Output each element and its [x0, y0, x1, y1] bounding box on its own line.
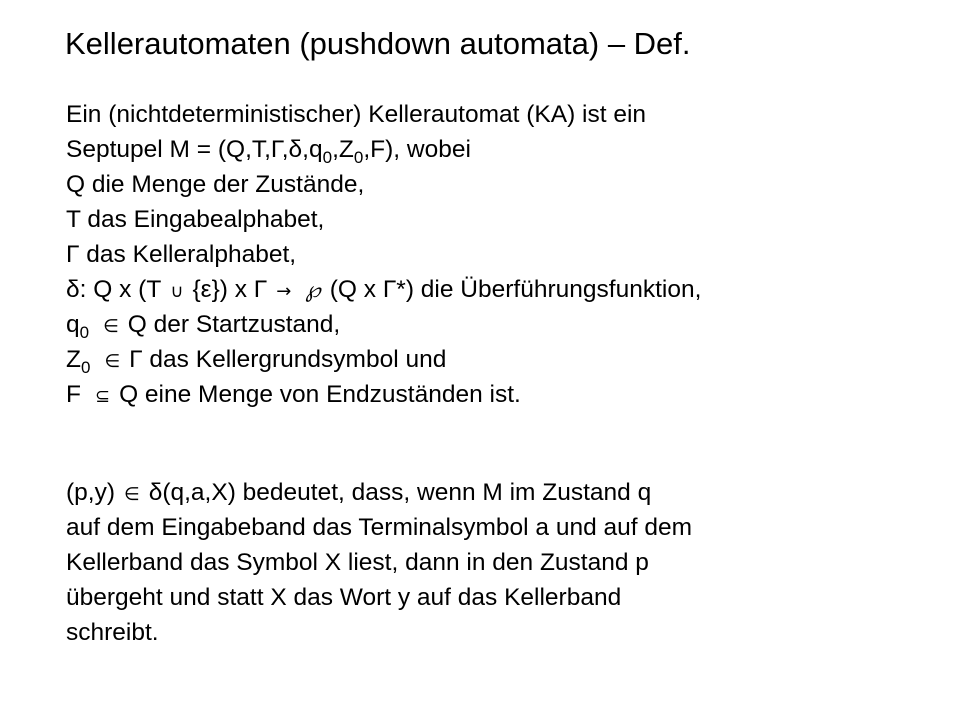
explanation-line-5: schreibt. — [66, 619, 159, 646]
start-state-subscript: 0 — [79, 323, 90, 342]
q0-subscript: 0 — [322, 148, 333, 167]
transition-domain: δ: Q x (T — [66, 276, 162, 303]
definition-line-5: Γ das Kelleralphabet, — [66, 241, 297, 268]
definition-line-4: T das Eingabealphabet, — [66, 206, 325, 233]
z0-subscript: 0 — [353, 148, 364, 167]
powerset-symbol: ℘ — [305, 278, 321, 303]
septupel-prefix: Septupel M = (Q,T,Γ,δ,q — [66, 136, 323, 163]
arrow-symbol: → — [276, 281, 292, 302]
explanation-line-4: übergeht und statt X das Wort y auf das Kellerband — [66, 584, 622, 611]
pair-text: (p,y) — [66, 479, 115, 506]
definition-line-2 — [66, 132, 701, 167]
subset-symbol: ⊆ — [94, 386, 111, 407]
explanation-text: δ(q,a,X) bedeutet, dass, wenn M im Zustand q — [148, 479, 652, 506]
explanation-block — [66, 475, 692, 650]
start-state-text: Q der Startzustand, — [127, 311, 341, 338]
stack-symbol-var: Z — [66, 346, 81, 373]
stack-symbol-text: Γ das Kellergrundsymbol und — [129, 346, 447, 373]
definition-line-8 — [66, 342, 701, 377]
stack-symbol-subscript: 0 — [80, 358, 91, 377]
explanation-line-1 — [66, 475, 692, 510]
definition-line-7 — [66, 307, 701, 342]
transition-codomain: (Q x Γ*) die Überführungsfunktion, — [329, 276, 702, 303]
definition-line-9 — [66, 377, 701, 412]
septupel-mid: ,Z — [332, 136, 354, 163]
union-symbol: ∪ — [170, 281, 184, 302]
definition-line-1: Ein (nichtdeterministischer) Kellerautomat (KA) ist ein — [66, 101, 647, 128]
transition-epsilon: {ε}) x Γ — [192, 276, 268, 303]
slide-title: Kellerautomaten (pushdown automata) – Def. — [65, 26, 691, 61]
element-of-symbol: ∈ — [124, 484, 140, 505]
element-of-symbol: ∈ — [103, 316, 119, 337]
septupel-suffix: ,F), wobei — [363, 136, 471, 163]
explanation-line-3: Kellerband das Symbol X liest, dann in den Zustand p — [66, 549, 649, 576]
final-states-text: Q eine Menge von Endzuständen ist. — [119, 381, 521, 408]
element-of-symbol: ∈ — [104, 351, 121, 372]
explanation-line-2: auf dem Eingabeband das Terminalsymbol a und auf dem — [66, 514, 693, 541]
definition-line-6 — [66, 272, 701, 307]
definition-line-3: Q die Menge der Zustände, — [66, 171, 365, 198]
final-states-var: F — [66, 381, 81, 408]
start-state-var: q — [66, 311, 80, 338]
definition-block — [66, 97, 701, 412]
